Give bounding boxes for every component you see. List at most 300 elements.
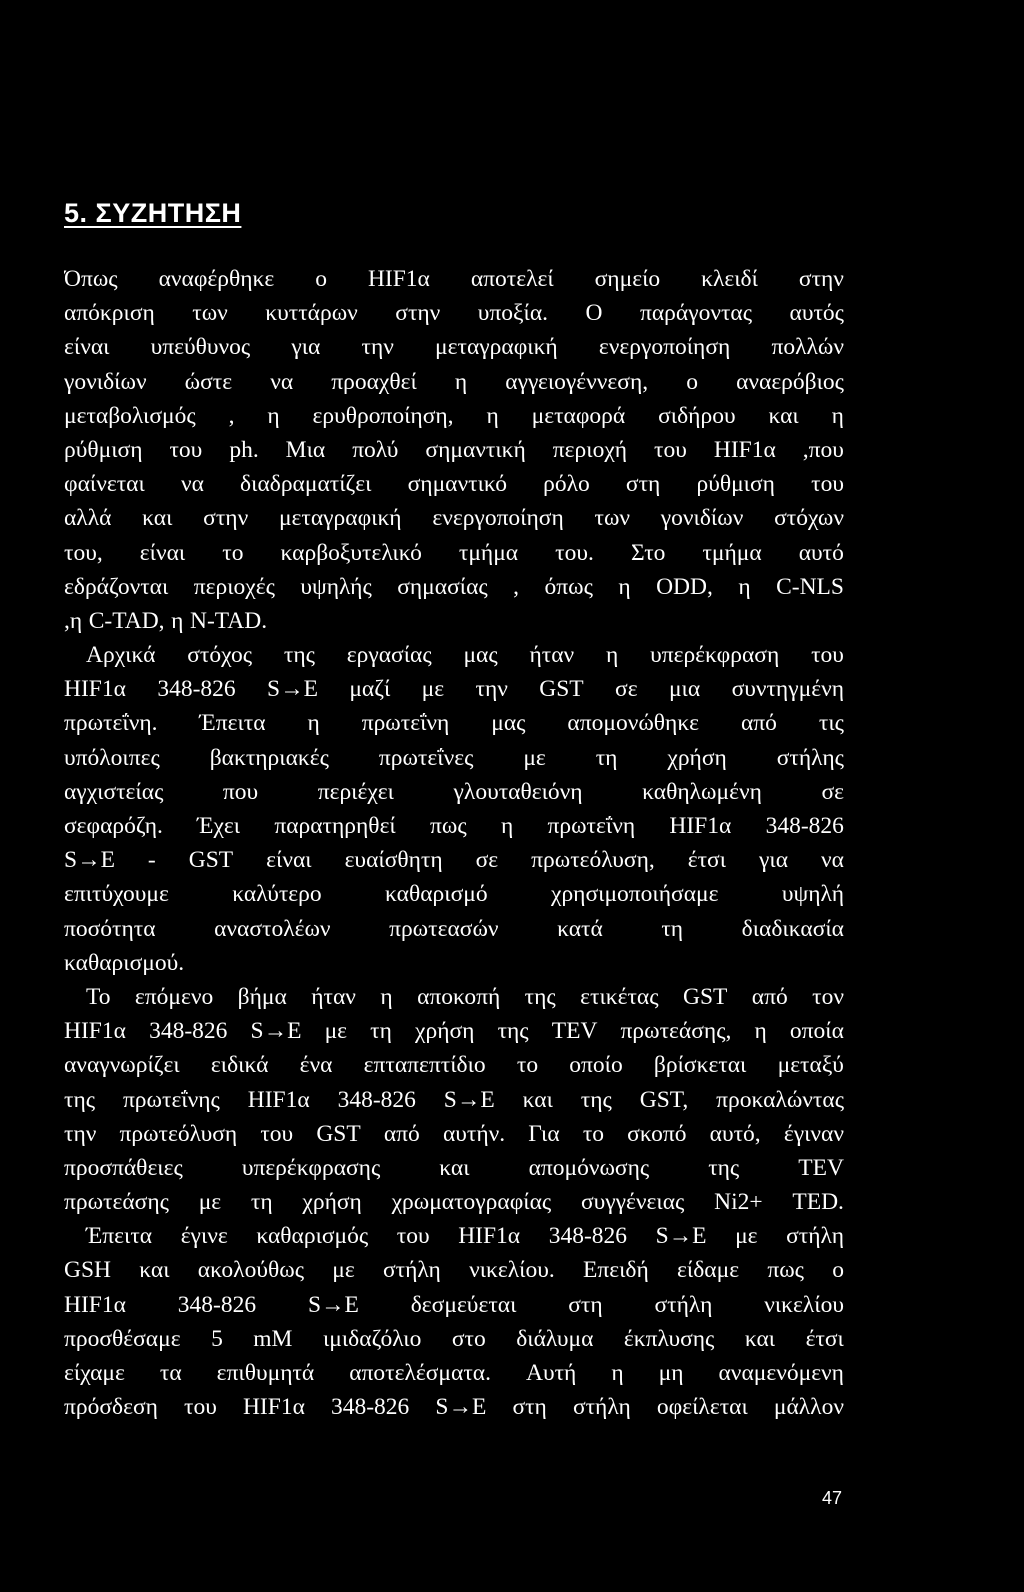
word: 348-826 <box>330 1394 410 1421</box>
word: εδράζονται <box>64 573 169 600</box>
word: της <box>708 1154 740 1181</box>
word: του <box>260 1120 294 1147</box>
word: τμήμα <box>458 539 519 566</box>
word: η <box>307 710 320 737</box>
word: με <box>324 1018 348 1045</box>
text-line <box>64 980 844 1014</box>
word: στήλης <box>776 744 844 771</box>
word: υψηλής <box>300 573 372 600</box>
word: η <box>611 1360 624 1386</box>
word: πρωτεΐνη. <box>64 710 158 737</box>
word: έτσι <box>805 1325 844 1352</box>
word: επταπεπτίδιο <box>363 1052 486 1079</box>
word: γλουταθειόνη <box>453 778 583 805</box>
word: TEV <box>551 1018 598 1045</box>
text-line <box>64 1048 844 1082</box>
word: τη <box>370 1018 392 1045</box>
word: αυτός <box>789 300 844 327</box>
word: προκαλώντας <box>716 1086 844 1113</box>
word: του, <box>64 539 103 566</box>
text-line <box>64 1014 844 1048</box>
word: φαίνεται <box>64 471 145 498</box>
word: βακτηριακές <box>209 744 329 771</box>
word: για <box>759 847 789 874</box>
text-line <box>64 1322 844 1356</box>
word: 348-826 <box>337 1086 416 1113</box>
text-line <box>64 843 844 877</box>
word: στόχων <box>774 505 844 532</box>
text-line <box>64 638 844 672</box>
word: συγγένειας <box>580 1189 685 1216</box>
word: του <box>184 1394 217 1421</box>
word: Αυτή <box>525 1360 577 1386</box>
word: HIF1α <box>669 813 732 839</box>
word: υπόλοιπες <box>64 744 160 771</box>
word: 348-826 <box>765 813 844 839</box>
word: ένα <box>299 1052 333 1079</box>
text-line <box>64 1117 844 1151</box>
word: υπεύθυνος <box>150 334 251 361</box>
word: να <box>180 471 204 498</box>
word: του <box>811 471 844 498</box>
text-line <box>64 1083 844 1117</box>
word: υποξία. <box>477 300 549 327</box>
word: της <box>64 1086 96 1113</box>
word: πρωτεΐνες <box>378 744 474 771</box>
word: C-TAD, <box>88 607 165 634</box>
word: στήλη <box>382 1257 441 1284</box>
word: με <box>421 676 445 703</box>
word: για <box>291 334 321 361</box>
word: καρβοξυτελικό <box>280 539 422 566</box>
word: συντηγμένη <box>731 676 844 703</box>
word: αποτελεί <box>470 266 554 292</box>
word: της <box>524 983 556 1010</box>
word: αναγνωρίζει <box>64 1052 180 1079</box>
word: η <box>500 813 514 839</box>
word: μας <box>491 710 526 737</box>
word: GSH <box>64 1257 112 1284</box>
word: αναμενόμενη <box>718 1360 844 1386</box>
word: Το <box>86 983 111 1010</box>
word: πρόσδεση <box>64 1394 158 1421</box>
word: περιοχές <box>193 573 275 600</box>
word: κυττάρων <box>265 300 358 327</box>
word: προσπάθειες <box>64 1154 183 1181</box>
word: Στο <box>630 539 666 566</box>
word: η <box>831 402 844 429</box>
word: το <box>222 539 244 566</box>
word: C-NLS <box>776 573 844 600</box>
word: Μια <box>285 436 326 463</box>
word: καθαρισμός <box>256 1223 369 1250</box>
word: η <box>605 642 619 669</box>
word: ρύθμιση <box>696 471 775 498</box>
word: η <box>754 1018 767 1045</box>
word: Έπειτα <box>86 1223 153 1250</box>
text-line <box>64 1151 844 1185</box>
word: mM <box>253 1325 293 1352</box>
word: χρωματογραφίας <box>391 1189 552 1216</box>
word: να <box>270 368 294 395</box>
word: GST <box>539 676 584 703</box>
word: γονιδίων <box>660 505 744 532</box>
text-line <box>64 501 844 535</box>
word: τμήμα <box>702 539 762 566</box>
word: και <box>139 1257 170 1284</box>
text-line <box>64 741 844 775</box>
word: δεσμεύεται <box>410 1291 517 1318</box>
word: σεφαρόζη. <box>64 813 163 839</box>
word: καθηλωμένη <box>642 778 762 805</box>
word: ,η <box>64 607 83 634</box>
word: μάλλον <box>773 1394 844 1421</box>
word: HIF1α <box>64 1018 126 1045</box>
word: νικελίου <box>764 1291 844 1318</box>
word: HIF1α <box>64 1291 126 1318</box>
word: Όπως <box>64 266 118 292</box>
word: 348-826 <box>157 676 236 703</box>
word: είναι <box>266 847 312 874</box>
word: S→E <box>655 1223 707 1250</box>
text-line <box>64 877 844 911</box>
word: με <box>198 1189 222 1216</box>
word: χρήση <box>415 1018 475 1045</box>
word: σημαντικό <box>407 471 507 498</box>
word: την <box>64 1120 97 1147</box>
word: προσθέσαμε <box>64 1325 181 1352</box>
word: και <box>142 505 173 532</box>
word: έγινε <box>180 1223 228 1250</box>
word: διαδικασία <box>741 915 844 942</box>
word: πολλών <box>771 334 844 361</box>
word: - <box>147 847 156 874</box>
word: είδαμε <box>677 1257 740 1284</box>
word: αναστολέων <box>214 915 331 942</box>
word: της <box>283 642 315 669</box>
word: η <box>486 402 499 429</box>
text-line <box>64 262 844 296</box>
word: N-TAD. <box>190 607 268 634</box>
text-line <box>64 1356 844 1390</box>
word: να <box>821 847 844 874</box>
word: επόμενο <box>134 983 214 1010</box>
word: η <box>267 402 280 429</box>
word: από <box>383 1120 420 1147</box>
text-line <box>64 399 844 433</box>
word: κλειδί <box>701 266 758 292</box>
word: Επειδή <box>583 1257 649 1284</box>
word: πρωτεασών <box>389 915 499 942</box>
word: αυτό <box>798 539 844 566</box>
word: ο <box>315 266 327 292</box>
word: Αρχικά <box>86 642 156 669</box>
text-line <box>64 1253 844 1287</box>
word: GST, <box>639 1086 689 1113</box>
word: ιμιδαζόλιο <box>322 1325 422 1352</box>
word: αποτελέσματα. <box>349 1360 491 1386</box>
word: σκοπό <box>627 1120 687 1147</box>
word: απομονώθηκε <box>567 710 700 737</box>
word: το <box>582 1120 605 1147</box>
word: GST <box>188 847 234 874</box>
word: η <box>454 368 468 395</box>
word: απόκριση <box>64 300 155 327</box>
word: μεταγραφική <box>278 505 402 532</box>
word: Ο <box>585 300 603 327</box>
word: και <box>522 1086 553 1113</box>
word: 5 <box>211 1325 223 1352</box>
word: σε <box>475 847 499 874</box>
word: ποσότητα <box>64 915 156 942</box>
word: επιτύχουμε <box>64 881 169 908</box>
word: αγχιστείας <box>64 778 164 805</box>
word: αυτήν. <box>442 1120 506 1147</box>
word: με <box>332 1257 355 1284</box>
word: είναι <box>64 334 110 361</box>
text-line <box>64 570 844 604</box>
word: μεταφορά <box>531 402 626 429</box>
word: στην <box>395 300 441 327</box>
word: του. <box>555 539 594 566</box>
word: 348-826 <box>149 1018 228 1045</box>
word: στήλη <box>572 1394 631 1421</box>
word: HIF1α <box>713 436 776 463</box>
word: έκπλυσης <box>623 1325 715 1352</box>
word: από <box>751 983 788 1010</box>
word: στην <box>203 505 249 532</box>
word: , <box>228 402 235 429</box>
word: ο <box>686 368 698 395</box>
word: τη <box>250 1189 273 1216</box>
word: S→E <box>64 847 115 874</box>
word: πρωτεόλυση <box>119 1120 238 1147</box>
word: τη <box>661 915 684 942</box>
word: η <box>380 983 393 1010</box>
word: χρήση <box>302 1189 362 1216</box>
word: εργασίας <box>346 642 432 669</box>
word: πρωτεΐνη <box>547 813 636 839</box>
word: τις <box>818 710 844 737</box>
word: η <box>171 607 184 634</box>
word: πως <box>430 813 467 839</box>
body-text <box>64 262 844 1424</box>
word: ήταν <box>529 642 575 669</box>
word: ενεργοποίηση <box>432 505 564 532</box>
text-line <box>64 672 844 706</box>
word: υπερέκφρασης <box>241 1154 381 1181</box>
word: ρύθμιση <box>64 436 143 463</box>
word: ο <box>832 1257 844 1284</box>
word: στήλη <box>786 1223 844 1250</box>
word: Έπειτα <box>199 710 266 737</box>
word: σε <box>821 778 844 805</box>
word: και <box>439 1154 470 1181</box>
word: ετικέτας <box>580 983 659 1010</box>
word: S→E <box>443 1086 495 1113</box>
page-number: 47 <box>821 1488 843 1508</box>
word: έτσι <box>687 847 727 874</box>
word: παράγοντας <box>640 300 753 327</box>
word: , <box>513 573 520 600</box>
word: με <box>523 744 546 771</box>
word: στήλη <box>654 1291 713 1318</box>
text-line <box>64 1219 844 1253</box>
word: διάλυμα <box>516 1325 594 1352</box>
word: ερυθροποίηση, <box>312 402 454 429</box>
word: μεταβολισμός <box>64 402 196 429</box>
word: στην <box>798 266 844 292</box>
word: του <box>811 642 844 669</box>
text-line <box>64 706 844 740</box>
word: είναι <box>139 539 186 566</box>
word: μαζί <box>349 676 391 703</box>
word: GST <box>682 983 728 1010</box>
word: καλύτερο <box>232 881 322 908</box>
word: από <box>741 710 777 737</box>
word: S→E <box>307 1291 359 1318</box>
word: ενεργοποίηση <box>598 334 731 361</box>
word: σημαντική <box>425 436 526 463</box>
word: του <box>396 1223 430 1250</box>
word: απομόνωσης <box>528 1154 650 1181</box>
word: πως <box>767 1257 804 1284</box>
word: καθαρισμού. <box>64 949 185 976</box>
text-line <box>64 1288 844 1322</box>
word: οφείλεται <box>656 1394 748 1421</box>
word: ακολούθως <box>197 1257 304 1284</box>
word: είχαμε <box>64 1360 125 1386</box>
word: στη <box>568 1291 603 1318</box>
word: αλλά <box>64 505 112 532</box>
word: ODD, <box>656 573 713 600</box>
word: όπως <box>544 573 593 600</box>
word: αποκοπή <box>417 983 501 1010</box>
word: υψηλή <box>781 881 844 908</box>
word: Για <box>528 1120 560 1147</box>
text-line <box>64 1185 844 1219</box>
word: ευαίσθητη <box>344 847 443 874</box>
word: πρωτεόλυση, <box>531 847 655 874</box>
word: HIF1α <box>64 676 126 703</box>
text-line <box>64 809 844 843</box>
word: πρωτεάσης <box>64 1189 169 1216</box>
text-line <box>64 775 844 809</box>
word: αναφέρθηκε <box>158 266 275 292</box>
word: τον <box>812 983 844 1010</box>
word: αγγειογέννεση, <box>505 368 649 395</box>
word: η <box>738 573 751 600</box>
word: HIF1α <box>458 1223 521 1250</box>
word: των <box>192 300 228 327</box>
word: κατά <box>557 915 603 942</box>
word: αυτό, <box>709 1120 761 1147</box>
word: ώστε <box>184 368 233 395</box>
word: 348-826 <box>177 1291 257 1318</box>
word: παρατηρηθεί <box>274 813 396 839</box>
text-line <box>64 433 844 467</box>
word: ειδικά <box>210 1052 269 1079</box>
word: που <box>222 778 259 805</box>
word: μεταγραφική <box>435 334 558 361</box>
word: νικελίου. <box>469 1257 555 1284</box>
word: πρωτεΐνης <box>122 1086 220 1113</box>
word: μας <box>463 642 498 669</box>
text-line <box>64 365 844 399</box>
word: τα <box>159 1360 182 1386</box>
word: σημείο <box>594 266 661 292</box>
word: το <box>516 1052 539 1079</box>
word: την <box>361 334 394 361</box>
word: HIF1α <box>247 1086 310 1113</box>
word: ph. <box>229 436 259 463</box>
word: έγιναν <box>783 1120 844 1147</box>
word: της <box>580 1086 612 1113</box>
text-line <box>64 604 844 638</box>
word: σημασίας <box>397 573 488 600</box>
word: στόχος <box>187 642 253 669</box>
word: TEV <box>798 1154 844 1181</box>
word: επιθυμητά <box>216 1360 315 1386</box>
word: στη <box>625 471 661 498</box>
word: HIF1α <box>242 1394 305 1421</box>
word: της <box>497 1018 529 1045</box>
word: του <box>169 436 203 463</box>
word: TED. <box>792 1189 844 1216</box>
word: χρησιμοποιήσαμε <box>551 881 719 908</box>
word: τη <box>595 744 618 771</box>
text-line <box>64 467 844 501</box>
word: Ni2+ <box>714 1189 763 1216</box>
word: βρίσκεται <box>653 1052 747 1079</box>
word: Έχει <box>197 813 241 839</box>
word: S→E <box>250 1018 302 1045</box>
word: περιοχή <box>552 436 628 463</box>
word: ρόλο <box>543 471 590 498</box>
word: περιέχει <box>317 778 394 805</box>
word: οποίο <box>569 1052 623 1079</box>
text-line <box>64 330 844 364</box>
word: μεταξύ <box>777 1052 844 1079</box>
word: μια <box>668 676 701 703</box>
text-line <box>64 536 844 570</box>
word: 348-826 <box>548 1223 628 1250</box>
word: την <box>475 676 508 703</box>
word: των <box>594 505 631 532</box>
word: και <box>768 402 799 429</box>
word: S→E <box>267 676 318 703</box>
word: γονιδίων <box>64 368 147 395</box>
word: διαδραματίζει <box>240 471 372 498</box>
word: καθαρισμό <box>385 881 488 908</box>
word: σε <box>615 676 638 703</box>
word: οποία <box>789 1018 844 1045</box>
word: η <box>618 573 631 600</box>
word: μη <box>658 1360 684 1386</box>
word: πολύ <box>352 436 399 463</box>
word: πρωτεΐνη <box>361 710 450 737</box>
word: S→E <box>435 1394 487 1421</box>
text-line <box>64 946 844 980</box>
word: σιδήρου <box>658 402 736 429</box>
word: στη <box>512 1394 547 1421</box>
word: και <box>744 1325 776 1352</box>
section-heading: 5. ΣΥΖΗΤΗΣΗ <box>64 198 242 228</box>
text-line <box>64 1390 844 1424</box>
word: του <box>654 436 687 463</box>
word: αναερόβιος <box>736 368 844 395</box>
word: HIF1α <box>367 266 430 292</box>
